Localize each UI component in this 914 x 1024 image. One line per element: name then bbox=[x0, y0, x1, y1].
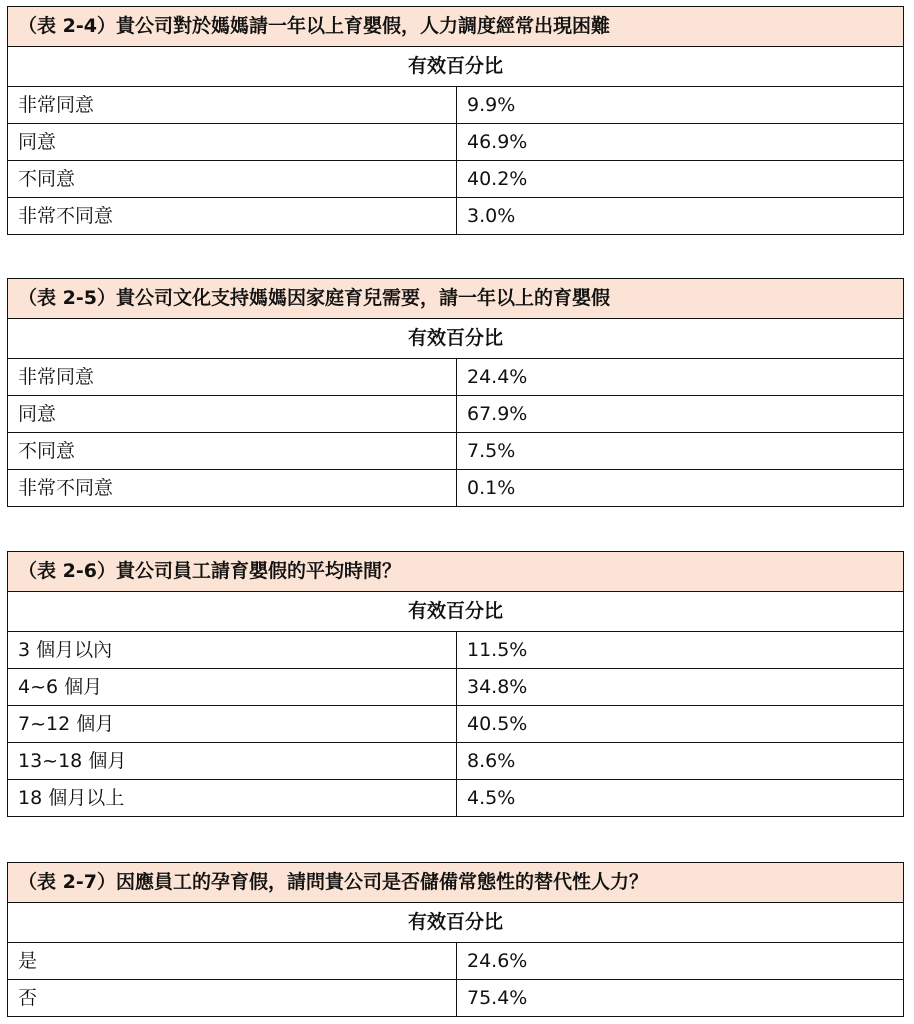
row-value: 7.5% bbox=[457, 433, 904, 470]
row-value: 46.9% bbox=[457, 124, 904, 161]
table-row bbox=[8, 124, 904, 161]
table-row bbox=[8, 780, 904, 817]
row-label: 是 bbox=[8, 943, 457, 980]
row-value: 40.2% bbox=[457, 161, 904, 198]
table-header: 有效百分比 bbox=[8, 903, 904, 943]
table-row bbox=[8, 470, 904, 507]
table-row bbox=[8, 706, 904, 743]
row-value: 24.6% bbox=[457, 943, 904, 980]
row-label: 同意 bbox=[8, 396, 457, 433]
table-row bbox=[8, 396, 904, 433]
row-label: 7~12 個月 bbox=[8, 706, 457, 743]
table-header: 有效百分比 bbox=[8, 47, 904, 87]
table-row bbox=[8, 669, 904, 706]
table-row bbox=[8, 87, 904, 124]
row-label: 非常同意 bbox=[8, 359, 457, 396]
table-row bbox=[8, 198, 904, 235]
row-label: 非常不同意 bbox=[8, 198, 457, 235]
table-row bbox=[8, 743, 904, 780]
row-value: 40.5% bbox=[457, 706, 904, 743]
table-row bbox=[8, 359, 904, 396]
table-header: 有效百分比 bbox=[8, 592, 904, 632]
row-value: 11.5% bbox=[457, 632, 904, 669]
row-value: 67.9% bbox=[457, 396, 904, 433]
table-row bbox=[8, 943, 904, 980]
row-label: 同意 bbox=[8, 124, 457, 161]
row-label: 非常同意 bbox=[8, 87, 457, 124]
table-header: 有效百分比 bbox=[8, 319, 904, 359]
table-row bbox=[8, 632, 904, 669]
survey-table-2-4 bbox=[7, 6, 904, 235]
row-label: 13~18 個月 bbox=[8, 743, 457, 780]
row-label: 否 bbox=[8, 980, 457, 1017]
row-label: 不同意 bbox=[8, 433, 457, 470]
row-label: 4~6 個月 bbox=[8, 669, 457, 706]
row-value: 75.4% bbox=[457, 980, 904, 1017]
survey-table-2-7 bbox=[7, 862, 904, 1017]
row-label: 非常不同意 bbox=[8, 470, 457, 507]
table-title: （表 2-5）貴公司文化支持媽媽因家庭育兒需要，請一年以上的育嬰假 bbox=[8, 279, 904, 319]
table-title: （表 2-4）貴公司對於媽媽請一年以上育嬰假，人力調度經常出現困難 bbox=[8, 7, 904, 47]
row-value: 4.5% bbox=[457, 780, 904, 817]
row-label: 不同意 bbox=[8, 161, 457, 198]
table-row bbox=[8, 980, 904, 1017]
row-value: 3.0% bbox=[457, 198, 904, 235]
row-label: 3 個月以內 bbox=[8, 632, 457, 669]
row-value: 0.1% bbox=[457, 470, 904, 507]
survey-table-2-6 bbox=[7, 551, 904, 817]
survey-table-2-5 bbox=[7, 278, 904, 507]
row-value: 9.9% bbox=[457, 87, 904, 124]
table-title: （表 2-7）因應員工的孕育假，請問貴公司是否儲備常態性的替代性人力？ bbox=[8, 863, 904, 903]
row-value: 8.6% bbox=[457, 743, 904, 780]
table-row bbox=[8, 433, 904, 470]
row-value: 34.8% bbox=[457, 669, 904, 706]
table-row bbox=[8, 161, 904, 198]
row-value: 24.4% bbox=[457, 359, 904, 396]
table-title: （表 2-6）貴公司員工請育嬰假的平均時間？ bbox=[8, 552, 904, 592]
row-label: 18 個月以上 bbox=[8, 780, 457, 817]
